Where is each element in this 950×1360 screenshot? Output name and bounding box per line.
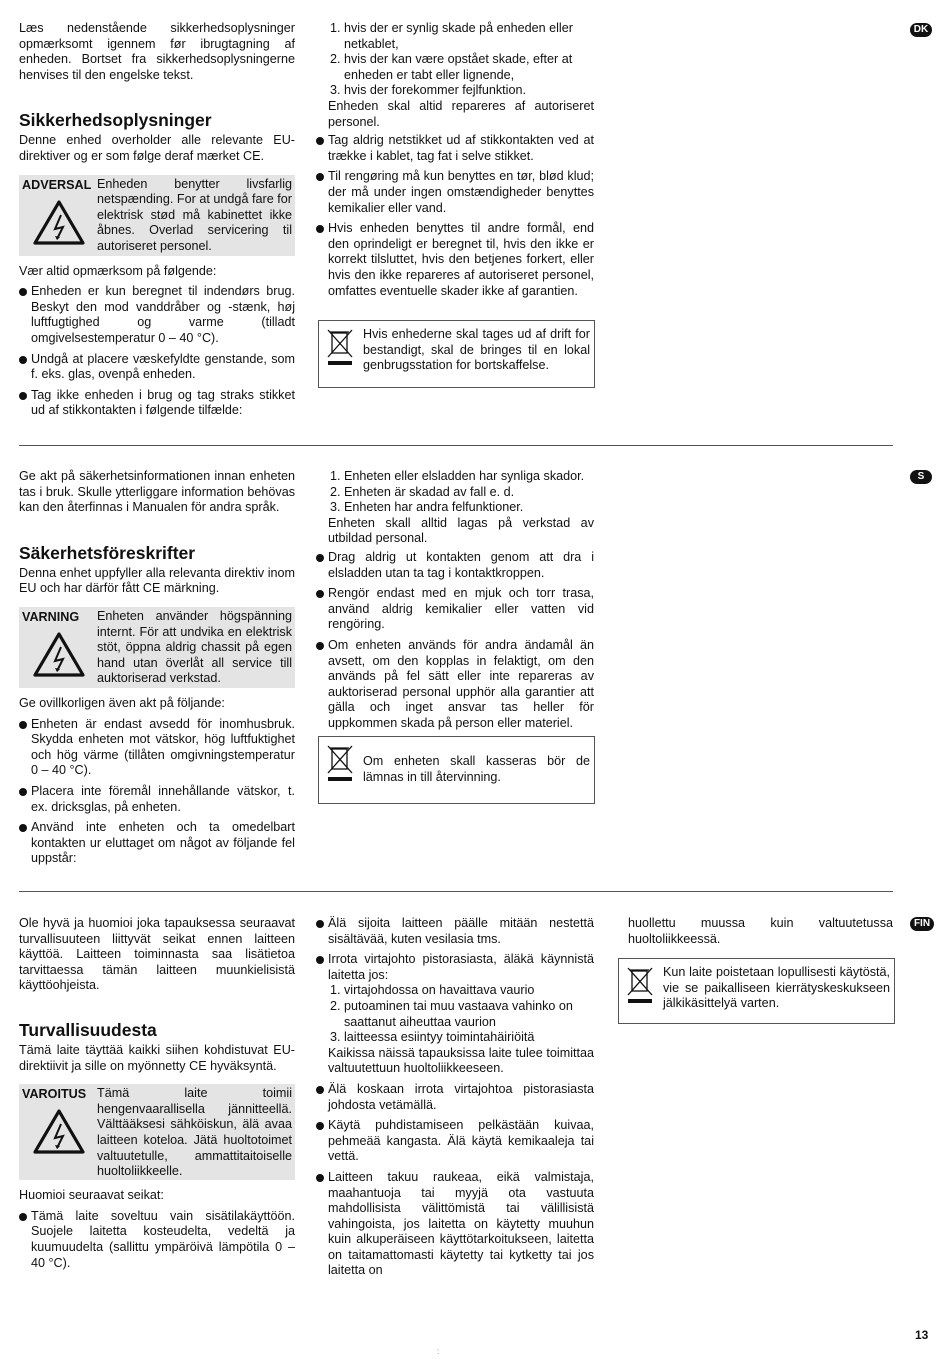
list-item: Placera inte föremål innehållande vätskor, t. ex. dricksglas, på enheten. <box>19 784 295 815</box>
high-voltage-warning-icon <box>33 199 85 245</box>
s-warning-box <box>19 607 295 688</box>
s-bullet-list-1 <box>19 717 295 867</box>
page-number: 13 <box>915 1328 929 1342</box>
dk-numbered-list <box>316 21 594 99</box>
list-item: 2. hvis der kan være opstået skade, efter at enheden er tabt eller lignende, <box>330 52 573 82</box>
high-voltage-warning-icon <box>33 631 85 677</box>
s-bullet-list-2 <box>316 550 594 732</box>
dk-note: Vær altid opmærksom på følgende: <box>19 263 217 278</box>
fin-bullet-list-2b <box>316 1082 594 1279</box>
dk-repair: Enheden skal altid repareres af autoriseret personel. <box>328 98 594 129</box>
dk-warning-text: Enheden benytter livsfarlig netspænding. For at undgå fare for elektrisk stød må kabinettet ikke åbnes. Overlad servicering til autoriseret personel. <box>97 176 292 253</box>
list-item: Hvis enheden benyttes til andre formål, end den oprindeligt er beregnet til, hvis den ikke er korrekt tilsluttet, hvis den betjenes forkert, eller hvis den ikke repareres af autoriseret personel, omfattes eventuelle skader ikke af garantien. <box>316 221 594 299</box>
dk-conformity-text: Denne enhed overholder alle relevante EU-direktiver og er som følge deraf mærket <box>19 133 295 163</box>
fin-conformity-text: Tämä laite täyttää kaikki siihen kohdistuvat EU-direktiivit ja sille on myönnetty <box>19 1042 295 1073</box>
dk-warning-label: ADVERSAL <box>22 177 92 192</box>
dk-disposal-text: Hvis enhederne skal tages ud af drift for bestandigt, skal de bringes til en lokal genbrugsstation for bortskaffelse. <box>363 327 590 373</box>
ce-mark: CE <box>189 1058 207 1073</box>
list-item: Älä koskaan irrota virtajohtoa pistorasiasta johdosta vetämällä. <box>316 1082 594 1113</box>
fin-bullet-list-2a <box>316 916 594 983</box>
list-item: 3. laitteessa esiintyy toimintahäiriöitä <box>330 1030 535 1045</box>
list-item: Om enheten används för andra ändamål än avsett, om den kopplas in felaktigt, om den används på fel sätt eller inte repareras av auktoriserad personal upphör alla garantier att gälla och inget ansvar tas heller för uppkommen skada på person eller materiel. <box>316 638 594 732</box>
dk-column-2 <box>316 21 594 304</box>
fin-numbered-list <box>316 983 594 1045</box>
crossed-bin-icon <box>625 965 655 1005</box>
fin-column-3 <box>628 916 893 947</box>
list-item: 1. Enheten eller elsladden har synliga skador. <box>330 469 585 483</box>
fin-disposal-box <box>618 958 895 1024</box>
section-divider <box>19 445 893 446</box>
fin-heading: Turvallisuudesta <box>19 1019 157 1040</box>
language-badge-dk: DK <box>910 23 932 37</box>
list-item: 1. hvis der er synlig skade på enheden eller netkablet, <box>330 21 573 51</box>
dk-bullet-list-1 <box>19 284 295 419</box>
fin-bullet-list-1 <box>19 1209 295 1271</box>
fin-column-1 <box>19 916 295 1276</box>
list-item: 3. Enheten har andra felfunktioner. <box>330 500 524 515</box>
crossed-bin-icon <box>325 327 355 367</box>
fin-disposal-text: Kun laite poistetaan lopullisesti käytöstä, vie se paikalliseen kierrätyskeskukseen jälkikäsittelyä varten. <box>663 965 890 1011</box>
list-item: Tag ikke enheden i brug og tag straks stikket ud af stikkontakten i følgende tilfælde: <box>19 388 295 419</box>
s-warning-label: VARNING <box>22 609 80 624</box>
fin-note: Huomioi seuraavat seikat: <box>19 1188 164 1203</box>
fin-warning-label: VAROITUS <box>22 1087 87 1102</box>
s-disposal-box <box>318 736 595 804</box>
s-numbered-list <box>316 469 594 516</box>
dk-conformity <box>19 133 295 164</box>
s-conformity-end: märkning. <box>163 581 220 596</box>
list-item: Irrota virtajohto pistorasiasta, äläkä käynnistä laitetta jos: <box>316 952 594 983</box>
s-conformity-text: Denna enhet uppfyller alla relevanta direktiv inom EU och har därför fått <box>19 565 295 596</box>
footer-mark: : <box>437 1347 440 1356</box>
dk-warning-box <box>19 175 295 256</box>
list-item: 3. hvis der forekommer fejlfunktion. <box>330 83 526 98</box>
s-repair: Enheten skall alltid lagas på verkstad av utbildad personal. <box>328 515 594 546</box>
list-item: Undgå at placere væskefyldte genstande, som f. eks. glas, ovenpå enheden. <box>19 352 295 383</box>
list-item: Käytä puhdistamiseen pelkästään kuivaa, pehmeää kangasta. Älä käytä kemikaaleja tai vettä. <box>316 1118 594 1165</box>
list-item: Til rengøring må kun benyttes en tør, blød klud; der må under ingen omstændigheder benyttes kemikalier eller vand. <box>316 169 594 216</box>
high-voltage-warning-icon <box>33 1108 85 1154</box>
s-intro: Ge akt på säkerhetsinformationen innan enheten tas i bruk. Skulle ytterliggare information behövas kan den återfinnas i Manualen för andra språk. <box>19 469 295 515</box>
list-item: Enheden er kun beregnet til indendørs brug. Beskyt den mod vanddråber og -stænk, høj luftfugtighed og varme (tilladt omgivelsestemperatur 0 – 40 °C). <box>19 284 295 346</box>
list-item: 1. virtajohdossa on havaittava vaurio <box>330 983 535 998</box>
s-note: Ge ovillkorligen även akt på följande: <box>19 695 225 710</box>
list-item: Rengör endast med en mjuk och torr trasa, använd aldrig kemikalier eller vatten vid rengöring. <box>316 586 594 633</box>
list-item: Älä sijoita laitteen päälle mitään nestettä sisältävää, kuten vesilasia tms. <box>316 916 594 947</box>
section-divider <box>19 891 893 892</box>
s-conformity <box>19 566 295 597</box>
fin-warning-box <box>19 1084 295 1180</box>
language-badge-fin: FIN <box>910 917 934 931</box>
list-item: Använd inte enheten och ta omedelbart kontakten ur eluttaget om något av följande fel uppstår: <box>19 820 295 867</box>
ce-mark: CE <box>242 148 261 163</box>
fin-column-2 <box>316 916 594 1284</box>
fin-repair: Kaikissa näissä tapauksissa laite tulee toimittaa valtuutettuun huoltoliikkeeseen. <box>328 1045 594 1076</box>
list-item: Drag aldrig ut kontakten genom att dra i elsladden utan ta tag i kontaktkroppen. <box>316 550 594 581</box>
s-disposal-text: Om enheten skall kasseras bör de lämnas in till återvinning. <box>363 754 590 784</box>
dk-column-1 <box>19 21 295 424</box>
dk-heading: Sikkerhedsoplysninger <box>19 110 212 131</box>
fin-conformity <box>19 1043 295 1074</box>
list-item: 2. Enheten är skadad av fall e. d. <box>330 484 515 499</box>
language-badge-s: S <box>910 470 932 484</box>
fin-continuation: huollettu muussa kuin valtuutetussa huoltoliikkeessä. <box>628 916 893 946</box>
list-item: 2. putoaminen tai muu vastaava vahinko on saattanut aiheuttaa vaurion <box>330 998 573 1029</box>
dk-conformity-end: . <box>260 148 264 163</box>
dk-intro: Læs nedenstående sikkerhedsoplysninger opmærksomt igennem før ibrugtagning af enheden. Bortset fra sikkerhedsoplysningerne henvises til den engelske tekst. <box>19 21 295 82</box>
crossed-bin-icon <box>325 743 355 783</box>
list-item: Laitteen takuu raukeaa, eikä valmistaja, maahantuoja tai myyjä ota vastuuta mahdollisista välittömistä tai välillisistä vahingoista, jos laitetta on käytetty muuhun kuin alkuperäiseen käyttötarkoitukseen, laitetta on taitamattomasti käytetty tai kytketty tai jos laitetta on <box>316 1170 594 1279</box>
list-item: Enheten är endast avsedd för inomhusbruk. Skydda enheten mot vätskor, hög luftfuktighet och hög värme (tillåten omgivningstemperatur 0 – 40 °C). <box>19 717 295 779</box>
s-heading: Säkerhetsföreskrifter <box>19 542 196 563</box>
dk-bullet-list-2 <box>316 133 594 299</box>
s-column-1 <box>19 469 295 872</box>
list-item: Tämä laite soveltuu vain sisätilakäyttöön. Suojele laitetta kosteudelta, vedeltä ja kuumuudelta (sallittu ympäröivä lämpötila 0 – 40 °C). <box>19 1209 295 1271</box>
fin-conformity-end: hyväksyntä. <box>210 1058 277 1073</box>
ce-mark: CE <box>142 581 161 596</box>
fin-warning-text: Tämä laite toimii hengenvaarallisella jännitteellä. Välttääksesi sähköiskun, älä avaa laitteen koteloa. Jätä huoltotoimet valtuutetulle, ammattitaitoiselle huoltoliikkeelle. <box>97 1086 292 1179</box>
s-column-2 <box>316 469 594 737</box>
fin-intro: Ole hyvä ja huomioi joka tapauksessa seuraavat turvallisuuteen liittyvät seikat ennen laitteen käyttöä. Laitteen toiminnasta saa lisätietoa tarvittaessa tämän laitteen muunkielisistä käyttöohjeista. <box>19 916 295 993</box>
dk-disposal-box <box>318 320 595 388</box>
s-warning-text: Enheten använder högspänning internt. För att undvika en elektrisk stöt, öppna aldrig chassit på egen hand utan överlåt all service till auktoriserad verkstad. <box>97 608 292 686</box>
list-item: Tag aldrig netstikket ud af stikkontakten ved at trække i kablet, tag fat i selve stikket. <box>316 133 594 164</box>
